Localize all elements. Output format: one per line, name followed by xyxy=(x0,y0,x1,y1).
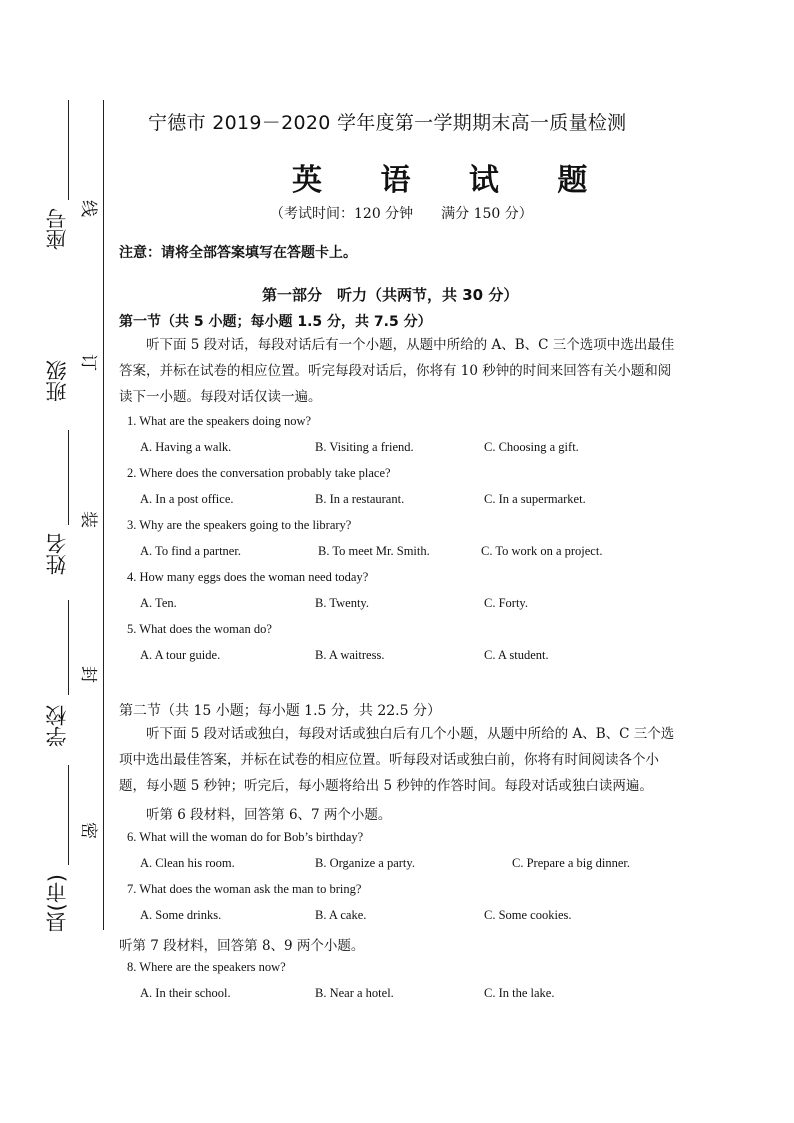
q1-option-c: C. Choosing a gift. xyxy=(484,440,579,454)
question-3: 3. Why are the speakers going to the library? xyxy=(127,518,352,532)
q5-option-b: B. A waitress. xyxy=(315,648,385,662)
question-4: 4. How many eggs does the woman need today? xyxy=(127,570,369,584)
q3-option-b: B. To meet Mr. Smith. xyxy=(318,544,430,558)
q7-option-c: C. Some cookies. xyxy=(484,908,572,922)
section1-instructions: 听下面 5 段对话，每段对话后有一个小题，从题中所给的 A、B、C 三个选项中选出最佳答案，并标在试卷的相应位置。听完每段对话后，你将有 10 秒钟的时间来回答有关小题和阅读下一小题。每段对话仅读一遍。 xyxy=(119,337,675,405)
seat-number-label: 座号 xyxy=(45,208,69,250)
q4-option-a: A. Ten. xyxy=(140,596,177,610)
name-label: 姓名 xyxy=(45,533,69,575)
county-label: 县(市) xyxy=(45,874,69,933)
q8-option-a: A. In their school. xyxy=(140,986,231,1000)
seal-char-install: 装 xyxy=(78,511,98,528)
school-blank xyxy=(68,765,69,865)
q2-option-b: B. In a restaurant. xyxy=(315,492,405,506)
question-2: 2. Where does the conversation probably take place? xyxy=(127,466,391,480)
seal-char-bind: 订 xyxy=(78,354,98,371)
question-1: 1. What are the speakers doing now? xyxy=(127,414,312,428)
q6-option-b: B. Organize a party. xyxy=(315,856,415,870)
part1-title: 第一部分 听力（共两节，共 30 分） xyxy=(262,286,519,304)
q1-option-b: B. Visiting a friend. xyxy=(315,440,414,454)
question-7: 7. What does the woman ask the man to bring? xyxy=(127,882,362,896)
question-6: 6. What will the woman do for Bob’s birthday? xyxy=(127,830,364,844)
q3-option-c: C. To work on a project. xyxy=(481,544,603,558)
q3-option-a: A. To find a partner. xyxy=(140,544,241,558)
q2-option-a: A. In a post office. xyxy=(140,492,234,506)
binding-line xyxy=(103,100,104,930)
name-blank xyxy=(68,600,69,695)
q2-option-c: C. In a supermarket. xyxy=(484,492,586,506)
exam-info: （考试时间：120 分钟 满分 150 分） xyxy=(270,206,533,222)
q5-option-c: C. A student. xyxy=(484,648,549,662)
notice: 注意：请将全部答案填写在答题卡上。 xyxy=(119,245,357,261)
section1-title: 第一节（共 5 小题；每小题 1.5 分，共 7.5 分） xyxy=(119,314,432,330)
school-label: 学校 xyxy=(45,705,69,747)
section2-title: 第二节（共 15 小题；每小题 1.5 分，共 22.5 分） xyxy=(119,703,441,719)
q8-option-c: C. In the lake. xyxy=(484,986,555,1000)
q7-option-b: B. A cake. xyxy=(315,908,367,922)
material-7-note: 听第 7 段材料，回答第 8、9 两个小题。 xyxy=(119,938,365,954)
seat-number-blank xyxy=(68,100,69,200)
q7-option-a: A. Some drinks. xyxy=(140,908,222,922)
class-label: 班级 xyxy=(45,360,69,402)
q1-option-a: A. Having a walk. xyxy=(140,440,232,454)
question-5: 5. What does the woman do? xyxy=(127,622,272,636)
q6-option-a: A. Clean his room. xyxy=(140,856,235,870)
section2-instructions: 听下面 5 段对话或独白，每段对话或独白后有几个小题，从题中所给的 A、B、C 三个选项中选出最佳答案，并标在试卷的相应位置。听每段对话或独白前，你将有时间阅读各个小题，每小题 5 秒钟；听完后，每小题将给出 5 秒钟的作答时间。每段对话或独白读两遍。 xyxy=(119,726,675,794)
q4-option-b: B. Twenty. xyxy=(315,596,369,610)
question-8: 8. Where are the speakers now? xyxy=(127,960,286,974)
material-6-note: 听第 6 段材料，回答第 6、7 两个小题。 xyxy=(146,807,392,823)
q6-option-c: C. Prepare a big dinner. xyxy=(512,856,631,870)
q5-option-a: A. A tour guide. xyxy=(140,648,221,662)
seal-char-seal: 封 xyxy=(78,666,98,683)
q4-option-c: C. Forty. xyxy=(484,596,528,610)
q8-option-b: B. Near a hotel. xyxy=(315,986,394,1000)
seal-char-line: 线 xyxy=(78,200,98,217)
exam-title: 宁德市 2019－2020 学年度第一学期期末高一质量检测 xyxy=(148,112,627,134)
seal-char-secret: 密 xyxy=(78,822,98,839)
class-blank xyxy=(68,430,69,525)
subject-title: 英 语 试 题 xyxy=(292,163,612,198)
